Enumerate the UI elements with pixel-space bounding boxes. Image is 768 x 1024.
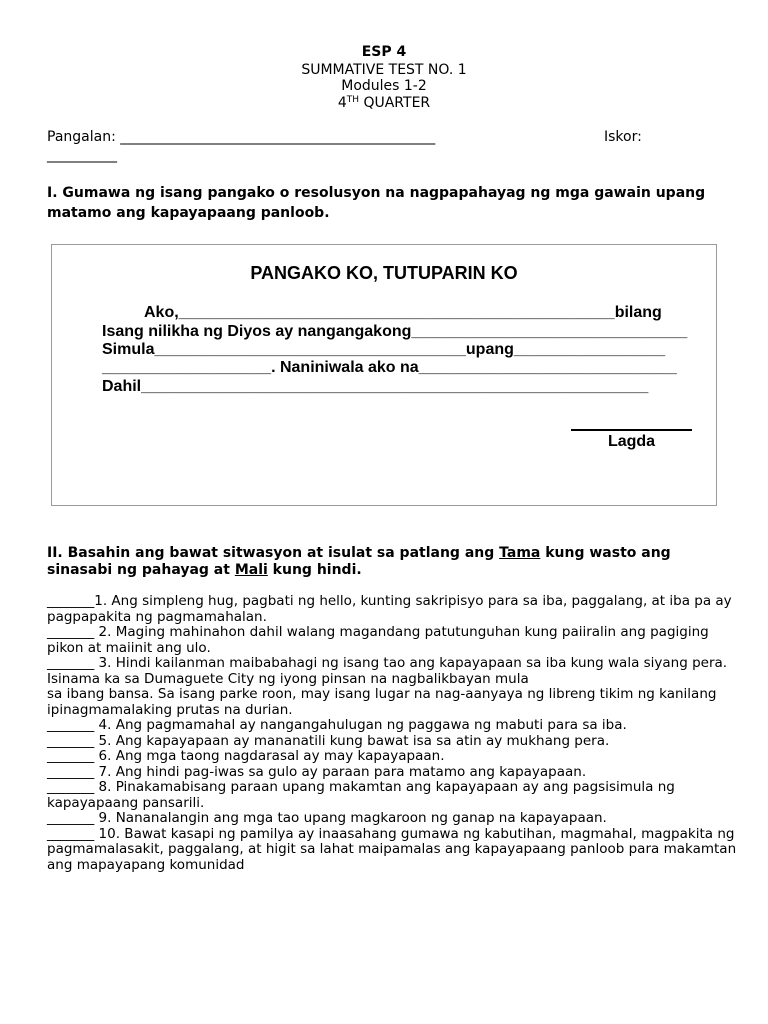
modules-label: Modules 1-2 bbox=[341, 78, 427, 94]
quarter-number: 4 bbox=[337, 95, 347, 111]
question-item-1[interactable]: _______1. Ang simpleng hug, pagbati ng hello, kunting sakripisyo para sa iba, paggalang, at iba pa ay pagpapakita ng pagmamahalan. bbox=[47, 593, 732, 625]
word-tama: Tama bbox=[499, 545, 541, 561]
question-item-9[interactable]: _______ 9. Nananalangin ang mga tao upang magkaroon ng ganap na kapayapaan. bbox=[47, 810, 607, 826]
score-field[interactable]: __________ bbox=[47, 147, 117, 163]
test-title: SUMMATIVE TEST NO. 1 bbox=[301, 62, 467, 78]
quarter-word: QUARTER bbox=[359, 95, 431, 111]
question-item-6[interactable]: _______ 6. Ang mga taong nagdarasal ay may kapayapaan. bbox=[47, 748, 445, 764]
section-2-lead: II. Basahin ang bawat sitwasyon at isulat sa patlang ang bbox=[47, 545, 500, 561]
question-item-3[interactable]: _______ 3. Hindi kailanman maibabahagi ng isang tao ang kapayapaan sa iba kung wala siyang pera. Isinama ka sa Dumaguete City ng iyong pinsan na nagbalikbayan mula bbox=[47, 655, 728, 687]
name-field[interactable]: Pangalan: _____________________________________________ bbox=[47, 129, 436, 145]
word-mali: Mali bbox=[234, 562, 268, 578]
signature-label: Lagda bbox=[607, 433, 656, 450]
question-item-3-continued: sa ibang bansa. Sa isang parke roon, may isang lugar na nag-aanyaya ng libreng tikim ng kanilang ipinagmamalaking prutas na durian. bbox=[47, 686, 717, 718]
question-item-7[interactable]: _______ 7. Ang hindi pag-iwas sa gulo ay paraan para matamo ang kapayapaan. bbox=[47, 763, 587, 780]
question-item-2[interactable]: _______ 2. Maging mahinahon dahil walang magandang patutunguhan kung paiiralin ang pagiging pikon at maiinit ang ulo. bbox=[47, 624, 709, 656]
section-2-mid: kung wasto ang sinasabi ng pahayag at bbox=[47, 545, 671, 578]
quarter-ordinal-suffix: TH bbox=[346, 95, 360, 105]
question-item-8[interactable]: _______ 8. Pinakamabisang paraan upang makamtan ang kapayapaan ay ang pagsisimula ng kapayapaang pansarili. bbox=[47, 779, 675, 811]
pledge-line-dahil[interactable]: Dahil_________________________________________________________ bbox=[102, 378, 649, 395]
pledge-line-ako[interactable]: Ako,_________________________________________________bilang bbox=[144, 304, 662, 321]
signature-line[interactable] bbox=[571, 429, 692, 431]
pledge-line-naniniwala[interactable]: ___________________. Naniniwala ako na_____________________________ bbox=[102, 359, 677, 376]
subject-title: ESP 4 bbox=[361, 44, 407, 60]
quarter-label bbox=[0, 95, 768, 111]
question-item-5[interactable]: _______ 5. Ang kapayapaan ay mananatili kung bawat isa sa atin ay mukhang pera. bbox=[47, 732, 610, 749]
pledge-line-simula[interactable]: Simula___________________________________upang_________________ bbox=[102, 341, 666, 358]
section-1-instruction: I. Gumawa ng isang pangako o resolusyon na nagpapahayag ng mga gawain upang matamo ang kapayapaang panloob. bbox=[47, 185, 706, 221]
pledge-box bbox=[51, 244, 717, 506]
question-list bbox=[47, 594, 737, 873]
section-2-tail: kung hindi. bbox=[267, 562, 362, 578]
question-item-10[interactable]: _______ 10. Bawat kasapi ng pamilya ay inaasahang gumawa ng kabutihan, magmahal, magpakita ng pagmamalasakit, paggalang, at higit sa lahat maipamalas ang kapayapaang panloob para makamtan ang mapayapang komunidad bbox=[47, 825, 737, 873]
pledge-title: PANGAKO KO, TUTUPARIN KO bbox=[250, 263, 518, 283]
question-item-4[interactable]: _______ 4. Ang pagmamahal ay nangangahulugan ng paggawa ng mabuti para sa iba. bbox=[47, 717, 627, 733]
section-2-instruction bbox=[47, 545, 737, 579]
score-label: Iskor: bbox=[604, 129, 642, 145]
pledge-line-nilikha[interactable]: Isang nilikha ng Diyos ay nangangakong_______________________________ bbox=[102, 323, 688, 340]
